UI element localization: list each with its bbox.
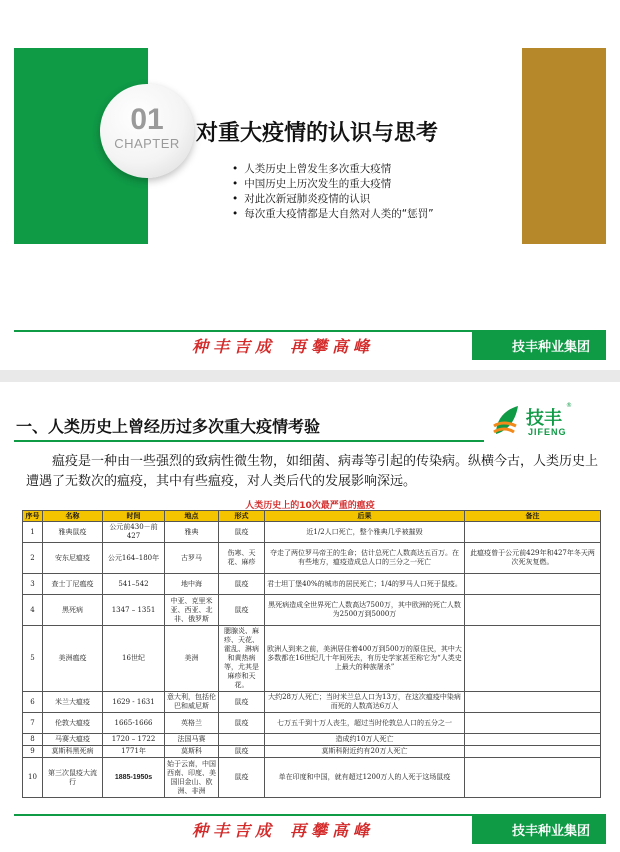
cell-form: 腮腺炎、麻疹、天花、霍乱、淋病和黄热病等，尤其是麻疹和天花。 [219, 626, 265, 692]
table-row [23, 692, 601, 713]
chapter-label: CHAPTER [114, 136, 180, 151]
column-header: 后果 [265, 511, 465, 522]
cell-form [219, 734, 265, 746]
cell-note [465, 692, 601, 713]
table-row [23, 543, 601, 574]
cell-result: 近1/2人口死亡，整个雅典几乎被摧毁 [265, 522, 465, 543]
cell-time: 541–542 [103, 574, 165, 595]
cell-name: 莫斯科黑死病 [43, 746, 103, 758]
table-header-row [23, 511, 601, 522]
column-header: 地点 [165, 511, 219, 522]
cell-name: 查士丁尼瘟疫 [43, 574, 103, 595]
table-row [23, 626, 601, 692]
footer-company-name: 技丰种业集团 [511, 824, 590, 839]
cell-no: 10 [23, 758, 43, 798]
cell-name: 伦敦大瘟疫 [43, 713, 103, 734]
cell-time: 16世纪 [103, 626, 165, 692]
table-row [23, 746, 601, 758]
cell-no: 5 [23, 626, 43, 692]
column-header: 形式 [219, 511, 265, 522]
cell-form: 鼠疫 [219, 713, 265, 734]
cell-note [465, 522, 601, 543]
cell-result: 黑死病造成全世界死亡人数高达7500万，其中欧洲的死亡人数为2500万到5000万 [265, 595, 465, 626]
cell-result: 单在印度和中国，就有超过1200万人的人死于这场鼠疫 [265, 758, 465, 798]
slide-chapter [0, 0, 620, 370]
cell-note [465, 746, 601, 758]
cell-place: 地中海 [165, 574, 219, 595]
table-row [23, 734, 601, 746]
chapter-bullet-list [232, 162, 434, 222]
slide-plague-history [0, 382, 620, 852]
cell-no: 9 [23, 746, 43, 758]
footer-bar [14, 814, 606, 844]
cell-note [465, 713, 601, 734]
cell-name: 雅典鼠疫 [43, 522, 103, 543]
cell-result: 夺走了两位罗马帝王的生命；估计总死亡人数高达五百万。在有些地方，瘟疫造成总人口的三分之一死亡 [265, 543, 465, 574]
cell-form: 鼠疫 [219, 574, 265, 595]
column-header: 备注 [465, 511, 601, 522]
cell-time: 1720 – 1722 [103, 734, 165, 746]
intro-paragraph: 瘟疫是一种由一些强烈的致病性微生物，如细菌、病毒等引起的传染病。纵横今古，人类历史上遭遇了无数次的瘟疫，其中有些瘟疫，对人类后代的发展影响深远。 [26, 454, 599, 489]
footer-company-name: 技丰种业集团 [511, 340, 590, 355]
cell-form: 鼠疫 [219, 692, 265, 713]
cell-time: 1665-1666 [103, 713, 165, 734]
cell-place: 意大利，包括伦巴和威尼斯 [165, 692, 219, 713]
cell-result: 七万五千到十万人丧生，超过当时伦敦总人口的五分之一 [265, 713, 465, 734]
cell-name: 美洲瘟疫 [43, 626, 103, 692]
cell-note [465, 595, 601, 626]
logo-registered-mark: ® [566, 402, 572, 409]
cell-time: 1771年 [103, 746, 165, 758]
cell-no: 7 [23, 713, 43, 734]
cell-place: 中亚、克里米亚、西亚、北非、俄罗斯 [165, 595, 219, 626]
cell-name: 马赛大瘟疫 [43, 734, 103, 746]
logo-name-cn: 技丰 [526, 408, 562, 429]
cell-place: 英格兰 [165, 713, 219, 734]
leaf-logo-icon [492, 404, 522, 438]
cell-form: 鼠疫 [219, 758, 265, 798]
table-row [23, 522, 601, 543]
cell-form: 鼠疫 [219, 746, 265, 758]
cell-no: 8 [23, 734, 43, 746]
column-header: 序号 [23, 511, 43, 522]
cell-place: 法国马赛 [165, 734, 219, 746]
table-row [23, 758, 601, 798]
cell-name: 黑死病 [43, 595, 103, 626]
cell-time: 1885-1950s [103, 758, 165, 798]
cell-time: 1629 - 1631 [103, 692, 165, 713]
cell-note [465, 734, 601, 746]
bullet-item: • 人类历史上曾发生多次重大疫情 [232, 162, 434, 177]
cell-form: 鼠疫 [219, 522, 265, 543]
cell-no: 2 [23, 543, 43, 574]
chapter-title: 对重大疫情的认识与思考 [196, 121, 439, 146]
company-logo [492, 402, 606, 442]
plague-table [22, 510, 601, 798]
table-row [23, 574, 601, 595]
cell-note [465, 758, 601, 798]
cell-note [465, 626, 601, 692]
cell-result: 欧洲人到来之前，美洲居住着400万到500万的原住民，其中大多数都在16世纪几十年间死去，有历史学家甚至称它为“人类史上最大的种族屠杀” [265, 626, 465, 692]
cell-name: 安东尼瘟疫 [43, 543, 103, 574]
cell-time: 公元前430－前427 [103, 522, 165, 543]
chapter-badge [100, 84, 194, 178]
chapter-number: 01 [130, 103, 164, 136]
footer-motto: 种丰吉成 再攀高峰 [192, 821, 375, 840]
bullet-item: • 每次重大疫情都是大自然对人类的“惩罚” [232, 207, 434, 222]
title-underline [14, 440, 484, 442]
section-title: 一、人类历史上曾经历过多次重大疫情考验 [16, 417, 321, 436]
cell-note: 此瘟疫曾于公元前429年和427年冬天两次死灰复燃。 [465, 543, 601, 574]
cell-form: 鼠疫 [219, 595, 265, 626]
cell-place: 始于云南，中国西南、印度、美国旧金山、欧洲、非洲 [165, 758, 219, 798]
cell-result: 莫斯科附近约有20万人死亡 [265, 746, 465, 758]
cell-result: 大约28万人死亡；当时米兰总人口为13万，在这次瘟疫中染病而死的人数高达6万人 [265, 692, 465, 713]
logo-name-en: JIFENG [528, 427, 567, 437]
cell-no: 1 [23, 522, 43, 543]
cell-time: 1347 – 1351 [103, 595, 165, 626]
table-row [23, 713, 601, 734]
footer-motto: 种丰吉成 再攀高峰 [192, 337, 375, 356]
slide-separator [0, 370, 620, 382]
cell-result: 君士坦丁堡40%的城市的居民死亡；1/4的罗马人口死于鼠疫。 [265, 574, 465, 595]
cell-place: 美洲 [165, 626, 219, 692]
gold-accent-block [522, 48, 606, 244]
cell-result: 造成约10万人死亡 [265, 734, 465, 746]
bullet-item: • 对此次新冠肺炎疫情的认识 [232, 192, 434, 207]
cell-name: 第三次鼠疫大流行 [43, 758, 103, 798]
cell-place: 雅典 [165, 522, 219, 543]
cell-time: 公元164–180年 [103, 543, 165, 574]
cell-no: 6 [23, 692, 43, 713]
table-title: 人类历史上的10次最严重的瘟疫 [245, 501, 375, 511]
bullet-item: • 中国历史上历次发生的重大疫情 [232, 177, 434, 192]
cell-form: 伤寒、天花、麻疹 [219, 543, 265, 574]
table-row [23, 595, 601, 626]
cell-no: 4 [23, 595, 43, 626]
cell-note [465, 574, 601, 595]
cell-place: 古罗马 [165, 543, 219, 574]
footer-bar [14, 330, 606, 360]
column-header: 时间 [103, 511, 165, 522]
cell-place: 莫斯科 [165, 746, 219, 758]
cell-name: 米兰大瘟疫 [43, 692, 103, 713]
cell-no: 3 [23, 574, 43, 595]
column-header: 名称 [43, 511, 103, 522]
